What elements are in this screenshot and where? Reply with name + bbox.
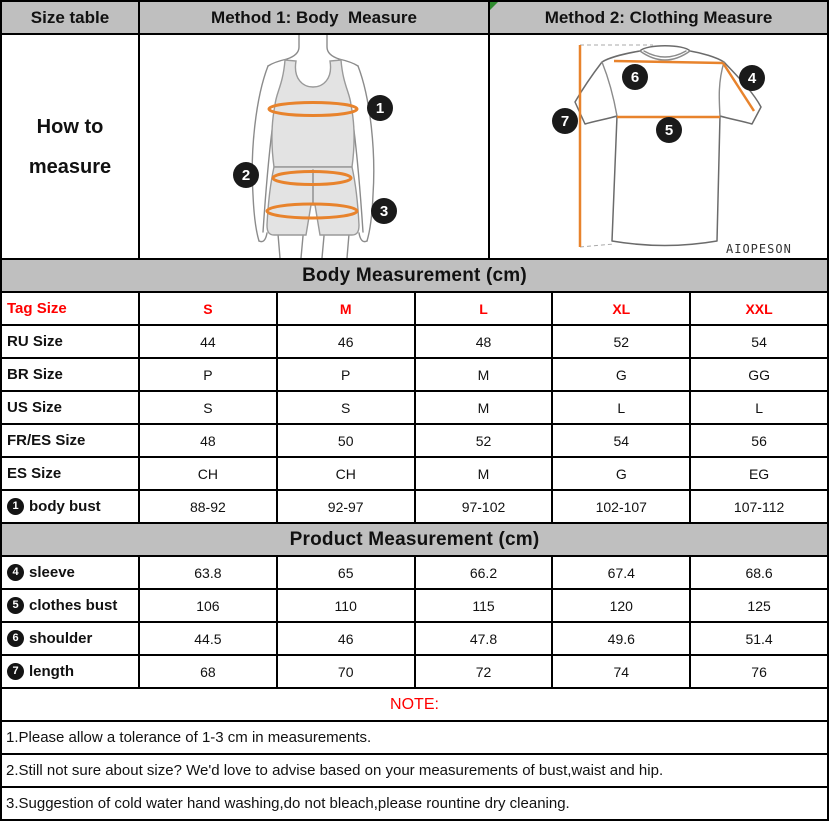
svg-text:3: 3 (379, 203, 389, 220)
table-cell: P (278, 359, 414, 390)
body-measurement-title: Body Measurement (cm) (2, 260, 827, 291)
row-br-size (2, 359, 827, 390)
table-cell: EG (691, 458, 827, 489)
table-cell: 49.6 (553, 623, 689, 654)
table-cell: CH (278, 458, 414, 489)
row-label: US Size (2, 392, 138, 423)
table-cell: 106 (140, 590, 276, 621)
marker-2 (233, 162, 259, 188)
how-to-measure-label: How to measure (28, 115, 112, 178)
table-cell: 68 (140, 656, 276, 687)
table-cell: 50 (278, 425, 414, 456)
row-label: FR/ES Size (2, 425, 138, 456)
table-cell: 72 (416, 656, 552, 687)
table-cell: 68.6 (691, 557, 827, 588)
marker-badge-7: 7 (7, 663, 24, 680)
table-cell: 44 (140, 326, 276, 357)
table-cell: 56 (691, 425, 827, 456)
row-label: 5 clothes bust (2, 590, 138, 621)
svg-text:6: 6 (630, 69, 640, 86)
table-cell: 125 (691, 590, 827, 621)
svg-text:4: 4 (747, 70, 757, 87)
table-cell: M (416, 458, 552, 489)
table-cell: 52 (553, 326, 689, 357)
table-cell: 107-112 (691, 491, 827, 522)
body-measure-illustration (140, 35, 488, 258)
row-label: ES Size (2, 458, 138, 489)
note-text: 1.Please allow a tolerance of 1-3 cm in measurements. (2, 722, 827, 753)
row-body-bust (2, 491, 827, 522)
marker-6 (622, 64, 648, 90)
table-cell: 67.4 (553, 557, 689, 588)
method1-title: Method 1: Body Measure (140, 2, 488, 33)
table-cell: 88-92 (140, 491, 276, 522)
table-cell: G (553, 458, 689, 489)
table-cell: 47.8 (416, 623, 552, 654)
table-cell: 54 (691, 326, 827, 357)
table-cell: 70 (278, 656, 414, 687)
svg-text:7: 7 (560, 113, 570, 130)
svg-text:5: 5 (664, 122, 674, 139)
table-cell: 115 (416, 590, 552, 621)
table-cell: 44.5 (140, 623, 276, 654)
body-measurement-bar-row (2, 260, 827, 291)
tshirt-outline (575, 46, 761, 246)
size-col-xl: XL (553, 293, 689, 324)
brand-watermark: AIOPESON (726, 242, 792, 256)
table-cell: 66.2 (416, 557, 552, 588)
method2-title: Method 2: Clothing Measure (490, 2, 827, 33)
table-cell: P (140, 359, 276, 390)
size-col-m: M (278, 293, 414, 324)
clothing-measure-illustration (490, 35, 827, 258)
table-cell: 48 (416, 326, 552, 357)
illustration-row (2, 35, 827, 258)
marker-badge-1: 1 (7, 498, 24, 515)
row-sleeve (2, 557, 827, 588)
row-label: 7 length (2, 656, 138, 687)
note-text: 3.Suggestion of cold water hand washing,do not bleach,please rountine dry cleaning. (2, 788, 827, 819)
product-measurement-bar-row (2, 524, 827, 555)
table-cell: 97-102 (416, 491, 552, 522)
table-cell: L (553, 392, 689, 423)
table-cell: 48 (140, 425, 276, 456)
table-cell: 92-97 (278, 491, 414, 522)
size-col-l: L (416, 293, 552, 324)
size-table-title: Size table (2, 2, 138, 33)
table-cell: 63.8 (140, 557, 276, 588)
marker-badge-6: 6 (7, 630, 24, 647)
tag-size-label: Tag Size (2, 293, 138, 324)
table-cell: 54 (553, 425, 689, 456)
note-row-3 (2, 788, 827, 819)
note-title-row (2, 689, 827, 720)
row-label: 1 body bust (2, 491, 138, 522)
top-header-row (2, 2, 827, 33)
table-cell: M (416, 359, 552, 390)
table-cell: S (278, 392, 414, 423)
note-title: NOTE: (2, 689, 827, 720)
row-es-size (2, 458, 827, 489)
marker-7 (552, 108, 578, 134)
table-cell: 120 (553, 590, 689, 621)
note-text: 2.Still not sure about size? We'd love to advise based on your measurements of bust,waist and hip. (2, 755, 827, 786)
table-cell: S (140, 392, 276, 423)
tag-size-row (2, 293, 827, 324)
table-cell: 76 (691, 656, 827, 687)
product-measurement-title: Product Measurement (cm) (2, 524, 827, 555)
marker-1 (367, 95, 393, 121)
table-cell: L (691, 392, 827, 423)
row-fres-size (2, 425, 827, 456)
table-cell: 46 (278, 326, 414, 357)
row-us-size (2, 392, 827, 423)
size-col-s: S (140, 293, 276, 324)
table-cell: G (553, 359, 689, 390)
note-row-1 (2, 722, 827, 753)
table-cell: M (416, 392, 552, 423)
tshirt-diagram (490, 35, 827, 258)
size-col-xxl: XXL (691, 293, 827, 324)
row-label: 6 shoulder (2, 623, 138, 654)
table-cell: CH (140, 458, 276, 489)
table-cell: 102-107 (553, 491, 689, 522)
row-label: RU Size (2, 326, 138, 357)
body-figure-diagram (140, 35, 488, 258)
table-cell: 74 (553, 656, 689, 687)
marker-badge-5: 5 (7, 597, 24, 614)
marker-5 (656, 117, 682, 143)
row-label: 4 sleeve (2, 557, 138, 588)
table-cell: 65 (278, 557, 414, 588)
row-shoulder (2, 623, 827, 654)
marker-badge-4: 4 (7, 564, 24, 581)
marker-4 (739, 65, 765, 91)
svg-text:1: 1 (375, 100, 385, 117)
shorts (267, 167, 359, 235)
row-clothes-bust (2, 590, 827, 621)
table-cell: 51.4 (691, 623, 827, 654)
svg-text:2: 2 (241, 167, 251, 184)
table-cell: 46 (278, 623, 414, 654)
excel-corner-flag-icon (490, 2, 498, 10)
length-extension-bottom (580, 244, 614, 247)
table-cell: 52 (416, 425, 552, 456)
row-length (2, 656, 827, 687)
how-to-measure-cell (2, 35, 138, 258)
row-label: BR Size (2, 359, 138, 390)
table-cell: 110 (278, 590, 414, 621)
note-row-2 (2, 755, 827, 786)
marker-3 (371, 198, 397, 224)
row-ru-size (2, 326, 827, 357)
table-cell: GG (691, 359, 827, 390)
